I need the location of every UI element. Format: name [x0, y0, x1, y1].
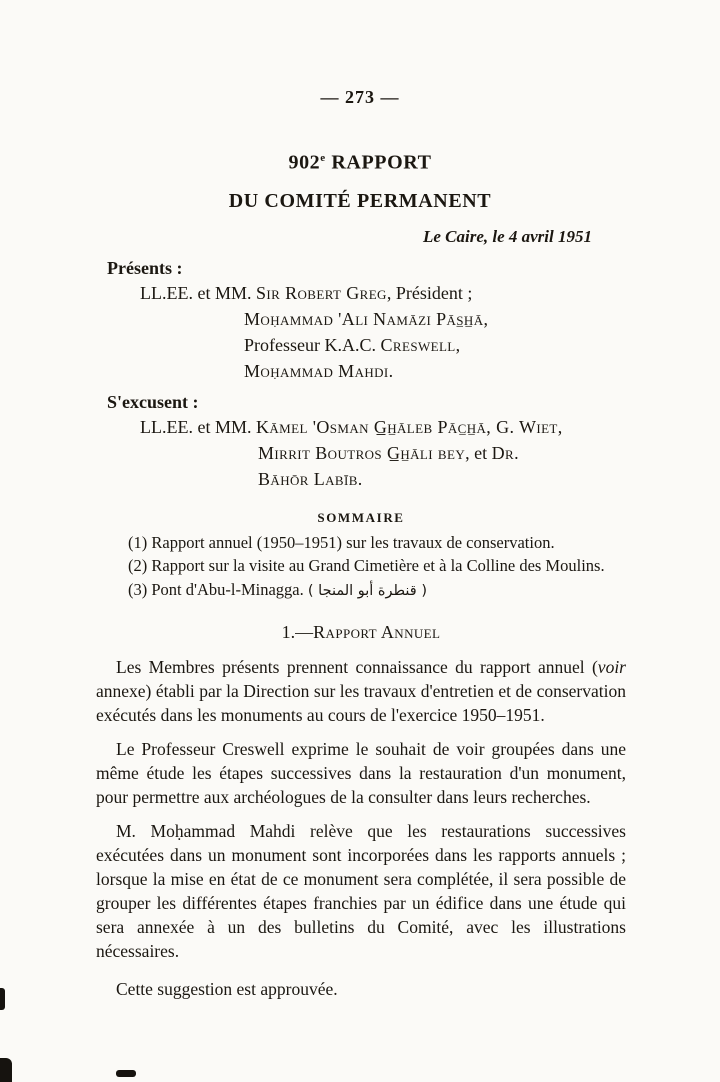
document-content: [96, 256, 626, 1002]
attendee-name: Moḥammad Mahdi: [244, 360, 389, 381]
sommaire-item: [96, 579, 626, 603]
section-title: Rapport Annuel: [313, 622, 441, 643]
paragraph-text: annexe) établi par la Direction sur les travaux d'entretien et de conservation exécutés dans les monuments au cours de l'exercice 1950–1951.: [96, 681, 626, 726]
report-title-word: RAPPORT: [325, 151, 432, 174]
attendee-name: Kāmel 'Osman G̲h̲āleb Pāc̲h̲ā, G. Wiet: [255, 416, 558, 437]
paragraph-text: Les Membres présents prennent connaissance du rapport annuel (: [116, 657, 598, 678]
item-text: Rapport annuel (1950–1951) sur les travaux de conservation.: [151, 532, 555, 552]
paragraph-4: Cette suggestion est approuvée.: [116, 979, 338, 1000]
excuses-line: [96, 466, 626, 492]
attendee-suffix: ,: [483, 308, 488, 329]
page-number: — 273 —: [320, 87, 400, 107]
attendee-prefix: LL.EE. et MM.: [140, 282, 256, 303]
section-number: 1.—: [281, 622, 314, 643]
attendee-prefix: LL.EE. et MM.: [140, 416, 256, 437]
excuses-line: [96, 440, 626, 466]
excuses-label: S'excusent :: [107, 391, 199, 412]
attendee-mid: , et: [465, 442, 492, 463]
attendee-suffix: ,: [455, 334, 461, 355]
presents-line: [96, 358, 626, 384]
arabic-caption: ( قنطرة أبو المنجا ): [307, 582, 428, 599]
attendee-name: Moḥammad 'Ali Namāzi Pās̲h̲ā: [244, 308, 484, 329]
attendee-prefix: Professeur K.A.C.: [244, 334, 381, 355]
scan-artifact: [116, 1070, 136, 1077]
sommaire-heading: SOMMAIRE: [317, 509, 405, 525]
attendee-suffix: .: [357, 468, 363, 489]
item-number: (1): [128, 532, 148, 552]
report-number: 902: [288, 151, 321, 174]
attendee-name: Creswell: [380, 334, 456, 355]
scan-artifact: [0, 988, 5, 1010]
scan-artifact: [0, 1058, 12, 1082]
report-number-ordinal: e: [320, 152, 326, 164]
excuses-line: [96, 414, 626, 440]
sommaire-item: [96, 555, 626, 577]
item-number: (3): [128, 579, 148, 599]
presents-label: Présents :: [107, 257, 183, 278]
presents-line: [96, 306, 626, 332]
sommaire-item: [96, 532, 626, 554]
item-text: Rapport sur la visite au Grand Cimetière et à la Colline des Moulins.: [151, 556, 605, 576]
report-title-line1: [0, 146, 720, 175]
attendee-suffix: ,: [557, 416, 563, 437]
dateline: Le Caire, le 4 avril 1951: [422, 226, 592, 246]
attendee-name: Mirrit Boutros G̲h̲āli bey: [258, 442, 466, 463]
attendee-suffix: , Président ;: [386, 282, 473, 303]
presents-line: [96, 332, 626, 358]
presents-line: [96, 280, 626, 306]
attendee-name: Sir Robert Greg: [255, 282, 387, 303]
italic-word: voir: [597, 657, 626, 678]
paragraph-1: [96, 655, 626, 727]
attendee-name: Bāhōr Labīb: [258, 468, 358, 489]
sommaire-list: [96, 532, 626, 603]
item-text: Pont d'Abu-l-Minagga.: [151, 579, 308, 599]
item-number: (2): [128, 556, 148, 576]
paragraph-2: Le Professeur Creswell exprime le souhait de voir groupées dans une même étude les étapes successives dans la restauration d'un monument, pour permettre aux archéologues de la consulter dans leurs recherches.: [96, 739, 626, 808]
paragraph-3: M. Moḥammad Mahdi relève que les restaurations successives exécutées dans un monument sont incorporées dans les rapports annuels ; lorsque la mise en état de ce monument sera complétée, il sera possible de grouper les différentes étapes franchies par un édifice dans une étude qui sera annexée à un des bulletins du Comité, avec les illustrations nécessaires.: [96, 821, 626, 962]
section-heading: [96, 620, 626, 645]
report-title-line2: DU COMITÉ PERMANENT: [228, 189, 492, 212]
attendee-suffix: .: [388, 360, 394, 381]
attendee-name: Dr.: [491, 442, 519, 463]
